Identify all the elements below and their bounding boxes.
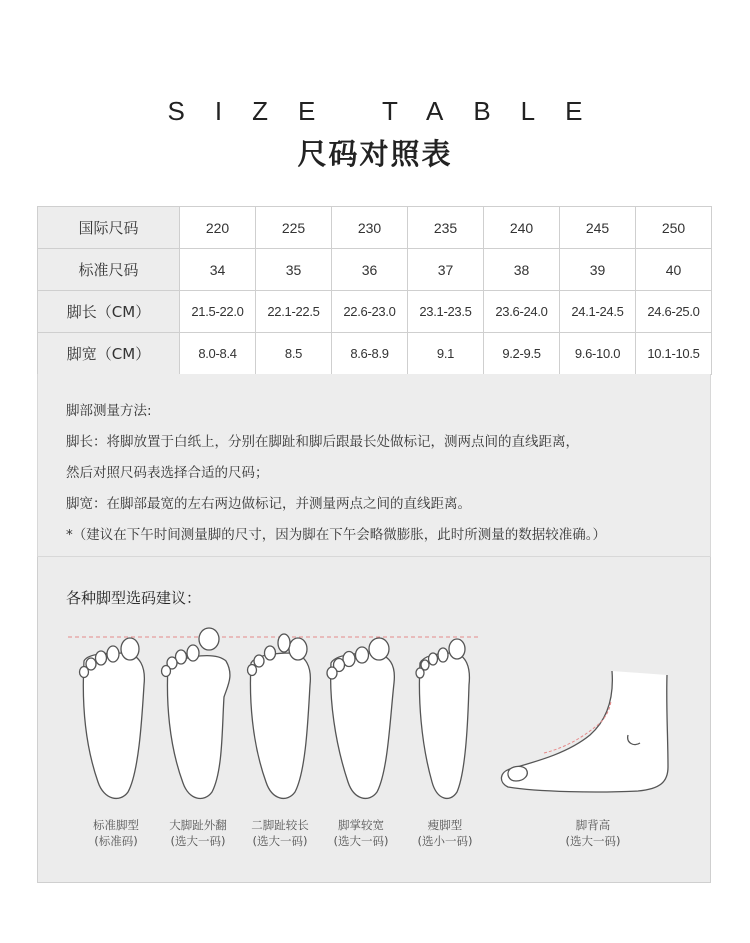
table-cell: 245 bbox=[560, 207, 636, 249]
length-instruction: 脚长：将脚放置于白纸上，分别在脚趾和脚后跟最长处做标记，测两点间的直线距离， bbox=[66, 434, 579, 450]
table-cell: 220 bbox=[180, 207, 256, 249]
long-second-toe-foot-icon bbox=[248, 634, 311, 798]
foot-type-name: 瘦脚型 bbox=[427, 818, 463, 832]
row-header-international: 国际尺码 bbox=[38, 207, 180, 249]
foot-type-advice-text: (选大一码) bbox=[565, 834, 621, 848]
table-cell: 23.6-24.0 bbox=[484, 291, 560, 333]
table-cell: 230 bbox=[332, 207, 408, 249]
foot-type-advice-text: (选大一码) bbox=[252, 834, 308, 848]
table-cell: 39 bbox=[560, 249, 636, 291]
table-cell: 9.2-9.5 bbox=[484, 333, 560, 375]
table-cell: 23.1-23.5 bbox=[408, 291, 484, 333]
table-row bbox=[38, 249, 712, 291]
measurement-instructions bbox=[37, 374, 711, 557]
wide-foot-icon bbox=[327, 638, 394, 798]
table-cell: 240 bbox=[484, 207, 560, 249]
foot-type-advice-text: (选大一码) bbox=[333, 834, 389, 848]
table-cell: 37 bbox=[408, 249, 484, 291]
slim-foot-icon bbox=[416, 639, 469, 798]
table-cell: 9.1 bbox=[408, 333, 484, 375]
measure-heading: 脚部测量方法: bbox=[66, 403, 152, 419]
row-header-standard: 标准尺码 bbox=[38, 249, 180, 291]
table-cell: 8.5 bbox=[256, 333, 332, 375]
table-cell: 40 bbox=[636, 249, 712, 291]
size-table bbox=[37, 206, 712, 375]
foot-caption bbox=[316, 817, 406, 849]
foot-type-name: 标准脚型 bbox=[93, 818, 139, 832]
high-instep-foot-icon bbox=[501, 671, 668, 792]
table-cell: 10.1-10.5 bbox=[636, 333, 712, 375]
title-en: SIZE TABLE bbox=[167, 96, 613, 126]
foot-type-advice-text: (标准码) bbox=[94, 834, 138, 848]
foot-caption bbox=[548, 817, 638, 849]
foot-type-advice-text: (选小一码) bbox=[417, 834, 473, 848]
advice-heading: 各种脚型选码建议： bbox=[66, 589, 202, 607]
table-cell: 8.0-8.4 bbox=[180, 333, 256, 375]
table-cell: 38 bbox=[484, 249, 560, 291]
table-cell: 24.6-25.0 bbox=[636, 291, 712, 333]
table-cell: 22.6-23.0 bbox=[332, 291, 408, 333]
foot-type-name: 大脚趾外翻 bbox=[169, 818, 227, 832]
table-cell: 9.6-10.0 bbox=[560, 333, 636, 375]
table-cell: 235 bbox=[408, 207, 484, 249]
length-instruction-continued: 然后对照尺码表选择合适的尺码； bbox=[66, 465, 269, 481]
foot-type-advice bbox=[37, 557, 711, 883]
standard-foot-icon bbox=[80, 638, 145, 798]
foot-type-advice-text: (选大一码) bbox=[170, 834, 226, 848]
table-cell: 225 bbox=[256, 207, 332, 249]
table-cell: 8.6-8.9 bbox=[332, 333, 408, 375]
row-header-foot-length: 脚长（CM） bbox=[38, 291, 180, 333]
title-cn: 尺码对照表 bbox=[297, 137, 453, 171]
measure-note: *（建议在下午时间测量脚的尺寸，因为脚在下午会略微膨胀，此时所测量的数据较准确。） bbox=[66, 527, 606, 543]
foot-type-name: 脚背高 bbox=[575, 818, 611, 832]
table-cell: 21.5-22.0 bbox=[180, 291, 256, 333]
table-cell: 35 bbox=[256, 249, 332, 291]
foot-type-name: 脚掌较宽 bbox=[338, 818, 384, 832]
table-cell: 22.1-22.5 bbox=[256, 291, 332, 333]
foot-caption bbox=[235, 817, 325, 849]
table-cell: 34 bbox=[180, 249, 256, 291]
table-cell: 24.1-24.5 bbox=[560, 291, 636, 333]
table-cell: 36 bbox=[332, 249, 408, 291]
foot-caption bbox=[153, 817, 243, 849]
table-row bbox=[38, 333, 712, 375]
foot-type-name: 二脚趾较长 bbox=[251, 818, 309, 832]
width-instruction: 脚宽：在脚部最宽的左右两边做标记，并测量两点之间的直线距离。 bbox=[66, 496, 471, 512]
row-header-foot-width: 脚宽（CM） bbox=[38, 333, 180, 375]
table-row bbox=[38, 207, 712, 249]
foot-caption bbox=[71, 817, 161, 849]
table-cell: 250 bbox=[636, 207, 712, 249]
foot-caption bbox=[400, 817, 490, 849]
bunion-foot-icon bbox=[162, 628, 230, 798]
table-row bbox=[38, 291, 712, 333]
